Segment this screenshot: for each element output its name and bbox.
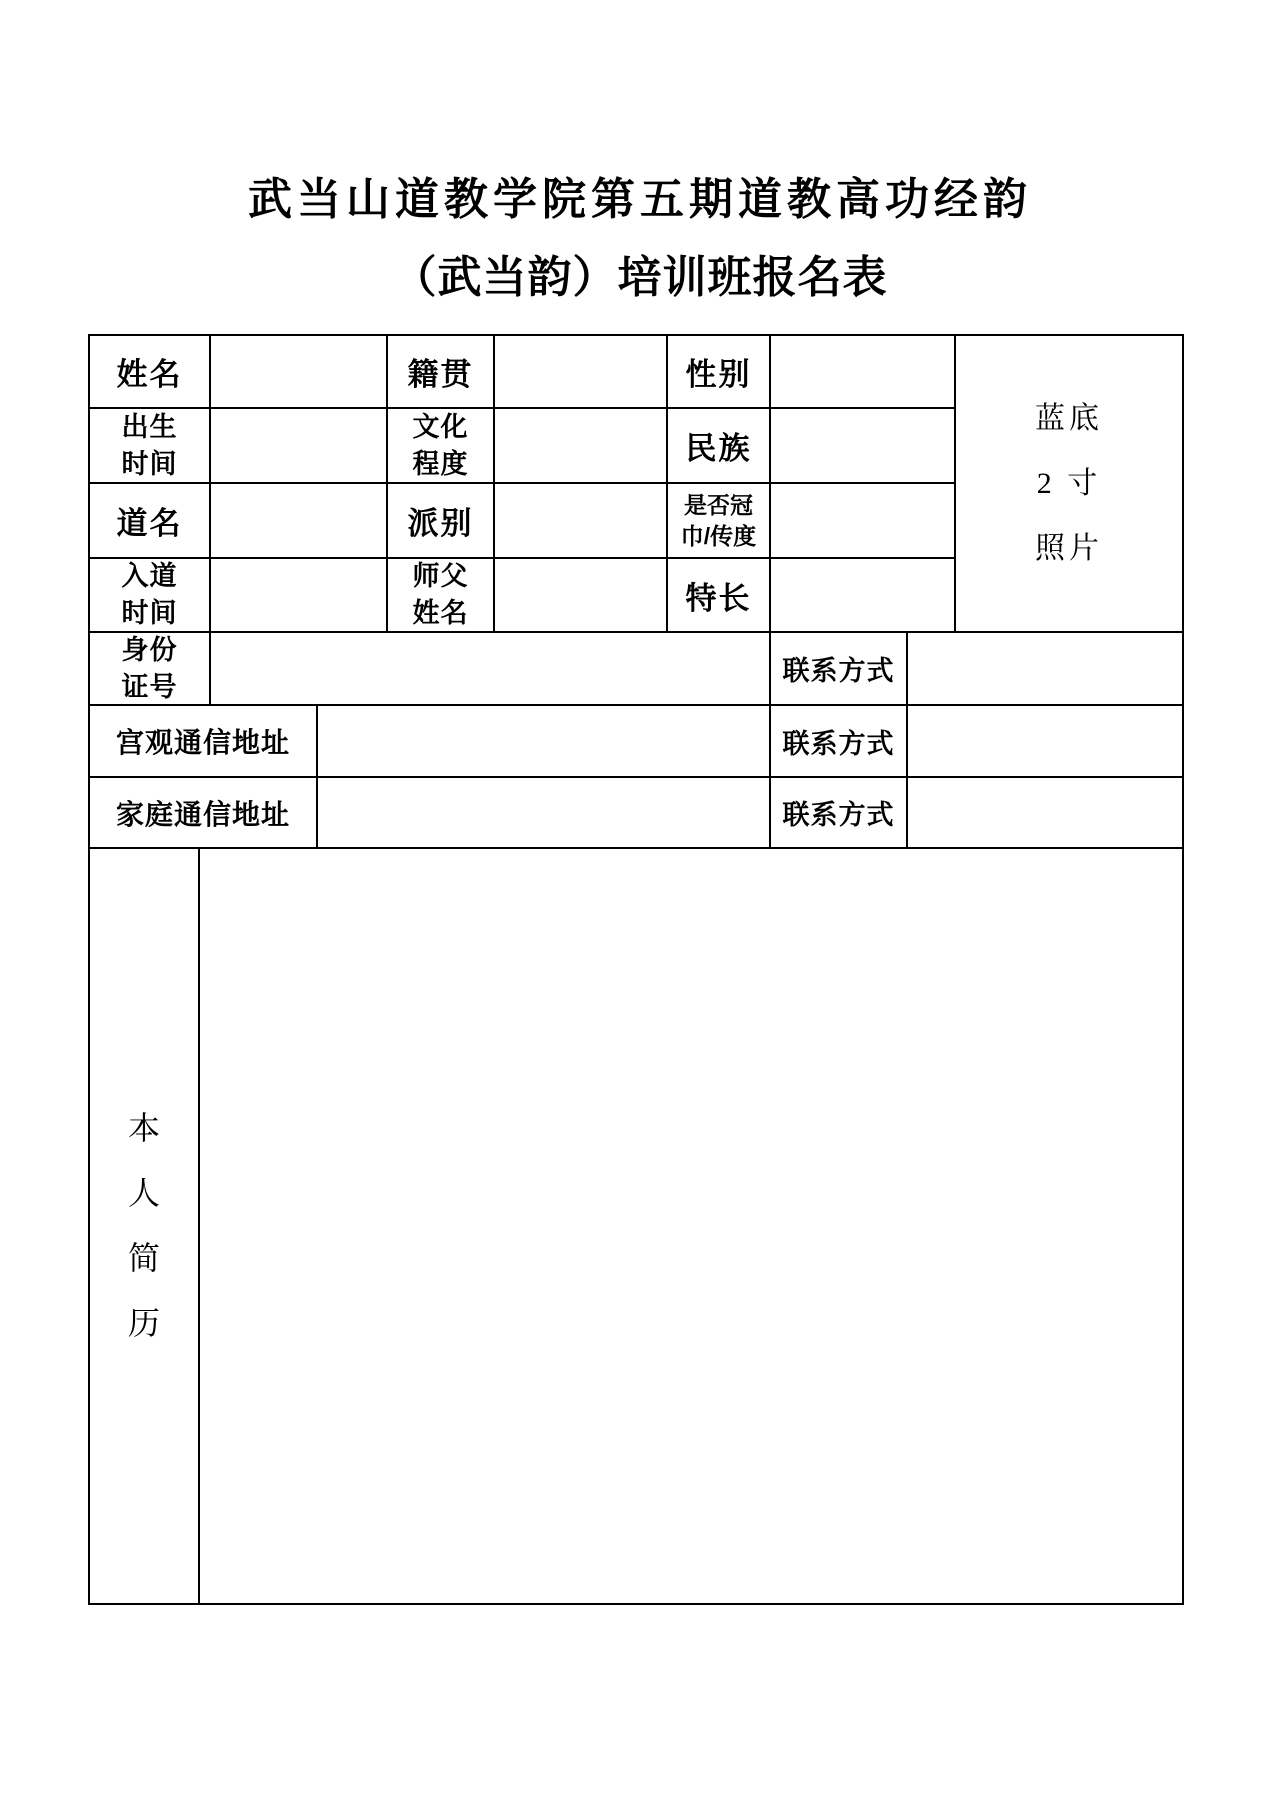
birth-time-label: 出生 时间 <box>90 409 211 484</box>
id-number-section <box>90 633 1182 706</box>
contact-2-input-cell[interactable] <box>908 706 1182 778</box>
education-label: 文化 程度 <box>388 409 495 484</box>
taoist-name-input-cell[interactable] <box>211 484 388 559</box>
contact-3-input-cell[interactable] <box>908 778 1182 849</box>
resume-section <box>90 849 1182 1603</box>
photo-box-line2: 2 寸 <box>1036 467 1102 500</box>
ethnicity-label: 民族 <box>668 409 771 484</box>
birth-time-input-cell[interactable] <box>211 409 388 484</box>
sect-label: 派别 <box>388 484 495 559</box>
sect-input-cell[interactable] <box>495 484 668 559</box>
entry-time-input-cell[interactable] <box>211 559 388 633</box>
registration-form-table <box>88 334 1184 1605</box>
gender-input-cell[interactable] <box>771 336 956 409</box>
master-name-input-cell[interactable] <box>495 559 668 633</box>
resume-input-cell[interactable] <box>200 849 1182 1603</box>
photo-box-line3: 照片 <box>1035 532 1103 565</box>
address-section <box>90 706 1182 849</box>
contact-2-label: 联系方式 <box>771 706 908 778</box>
temple-address-label: 宫观通信地址 <box>90 706 318 778</box>
photo-box-line1: 蓝底 <box>1035 402 1103 435</box>
guanjin-chuandu-input-cell[interactable] <box>771 484 956 559</box>
form-title-line2: （武当韵）培训班报名表 <box>392 253 888 302</box>
name-input-cell[interactable] <box>211 336 388 409</box>
master-name-label: 师父 姓名 <box>388 559 495 633</box>
home-address-label: 家庭通信地址 <box>90 778 318 849</box>
photo-box-cell <box>956 336 1182 633</box>
resume-label: 本 人 简 历 <box>90 849 200 1603</box>
specialty-label: 特长 <box>668 559 771 633</box>
ethnicity-input-cell[interactable] <box>771 409 956 484</box>
guanjin-chuandu-label: 是否冠 巾/传度 <box>668 484 771 559</box>
specialty-input-cell[interactable] <box>771 559 956 633</box>
form-title-line1: 武当山道教学院第五期道教高功经韵 <box>248 175 1032 224</box>
native-place-input-cell[interactable] <box>495 336 668 409</box>
contact-1-input-cell[interactable] <box>908 633 1182 706</box>
gender-label: 性别 <box>668 336 771 409</box>
temple-address-input-cell[interactable] <box>318 706 771 778</box>
contact-3-label: 联系方式 <box>771 778 908 849</box>
id-number-label: 身份 证号 <box>90 633 211 706</box>
taoist-name-label: 道名 <box>90 484 211 559</box>
name-label: 姓名 <box>90 336 211 409</box>
contact-1-label: 联系方式 <box>771 633 908 706</box>
education-input-cell[interactable] <box>495 409 668 484</box>
id-number-input-cell[interactable] <box>211 633 771 706</box>
native-place-label: 籍贯 <box>388 336 495 409</box>
home-address-input-cell[interactable] <box>318 778 771 849</box>
personal-info-section <box>90 336 1182 633</box>
entry-time-label: 入道 时间 <box>90 559 211 633</box>
